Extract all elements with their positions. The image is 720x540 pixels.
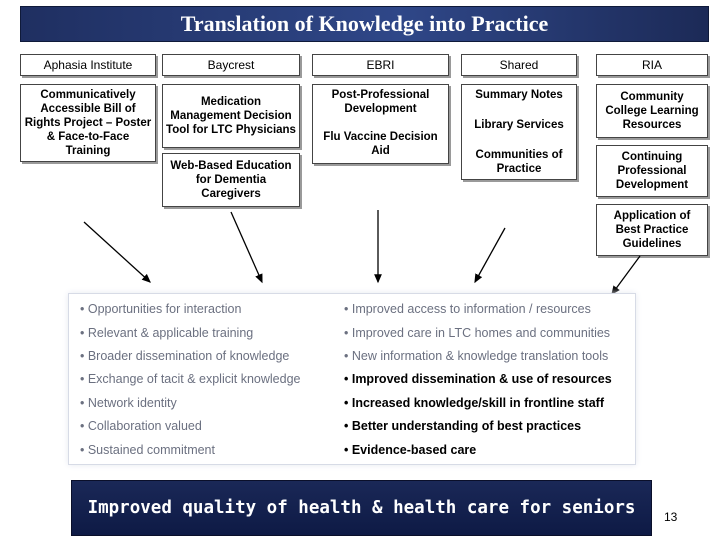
header-shared: Shared [461, 54, 577, 76]
header-aphasia-institute: Aphasia Institute [20, 54, 156, 76]
arrow-shared [475, 228, 505, 282]
outcome-left-5: • Network identity [80, 396, 177, 410]
outcome-right-5: • Increased knowledge/skill in frontline staff [344, 396, 604, 410]
item-communities-of-practice: Communities of Practice [475, 149, 563, 175]
outcome-right-1: • Improved access to information / resources [344, 302, 591, 316]
item-continuing-professional-development: Continuing Professional Development [596, 145, 708, 197]
slide-title: Translation of Knowledge into Practice [180, 11, 549, 36]
outcome-right-4: • Improved dissemination & use of resources [344, 372, 612, 386]
item-flu-vaccine-decision-aid: Flu Vaccine Decision Aid [323, 131, 438, 157]
outcome-left-2: • Relevant & applicable training [80, 326, 254, 340]
item-medication-management-tool: Medication Management Decision Tool for LTC Physicians [162, 84, 300, 148]
item-best-practice-guidelines: Application of Best Practice Guidelines [596, 204, 708, 256]
header-ebri: EBRI [312, 54, 449, 76]
item-web-based-education: Web-Based Education for Dementia Caregivers [162, 153, 300, 207]
outcome-right-7: • Evidence-based care [344, 443, 477, 457]
outcome-left-4: • Exchange of tacit & explicit knowledge [80, 372, 301, 386]
item-community-college-resources: Community College Learning Resources [596, 84, 708, 138]
item-bill-of-rights-project: Communicatively Accessible Bill of Rights Project – Poster & Face-to-Face Training [20, 84, 156, 162]
item-summary-notes: Summary Notes [475, 89, 563, 101]
page-number: 13 [664, 510, 678, 524]
outcome-right-2: • Improved care in LTC homes and communities [344, 326, 611, 340]
outcome-left-6: • Collaboration valued [80, 419, 202, 433]
outcome-left-7: • Sustained commitment [80, 443, 215, 457]
item-post-professional-development: Post-Professional Development [331, 89, 430, 115]
header-baycrest: Baycrest [162, 54, 300, 76]
footer-text: Improved quality of health & health care for seniors [87, 498, 636, 518]
outcome-right-6: • Better understanding of best practices [344, 419, 582, 433]
header-ria: RIA [596, 54, 708, 76]
outcome-right-3: • New information & knowledge translation tools [344, 349, 609, 363]
arrow-baycrest [231, 212, 262, 282]
outcome-left-3: • Broader dissemination of knowledge [80, 349, 290, 363]
footer-banner [71, 480, 652, 536]
arrow-ria [612, 256, 640, 294]
outcome-left-1: • Opportunities for interaction [80, 302, 242, 316]
item-library-services: Library Services [474, 119, 564, 131]
arrow-aphasia [84, 222, 150, 282]
